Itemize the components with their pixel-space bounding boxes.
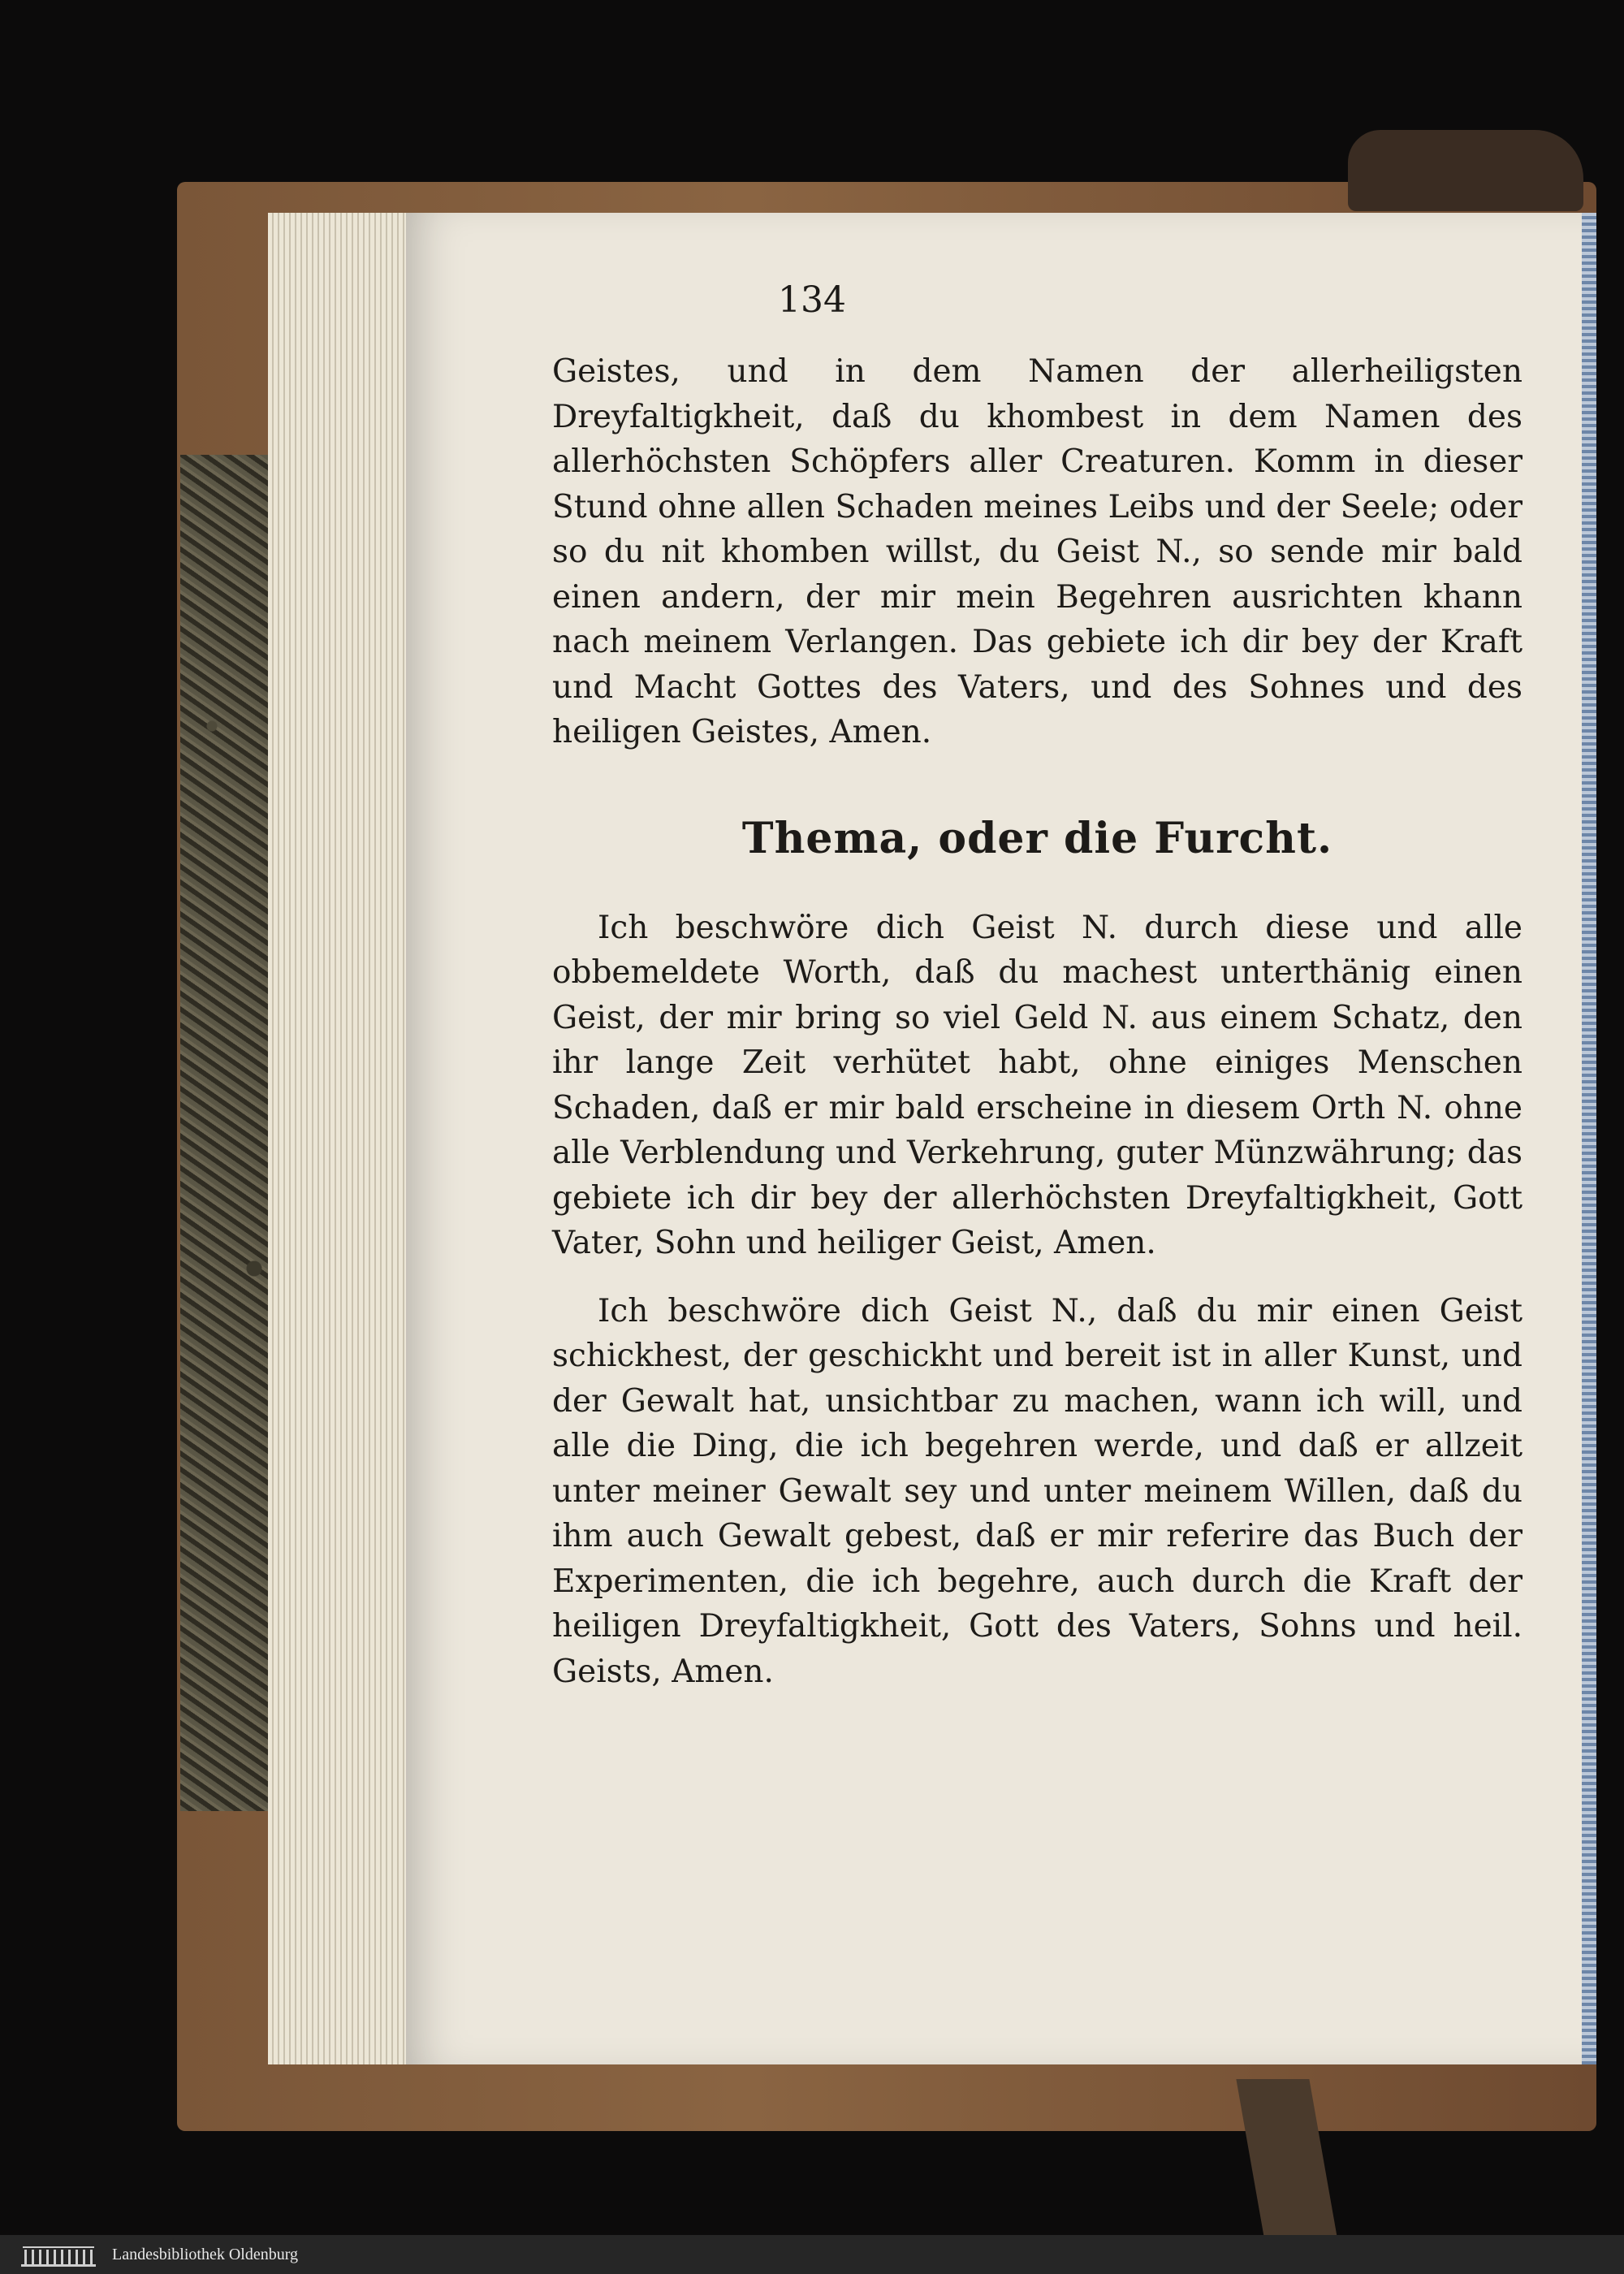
- footer-bar: [0, 2235, 1624, 2274]
- page-text: [552, 349, 1522, 1694]
- library-building-icon: [18, 2242, 99, 2268]
- section-heading: Thema, oder die Furcht.: [741, 813, 1333, 863]
- library-name: Landesbibliothek Oldenburg: [112, 2245, 299, 2263]
- paragraph: Ich beschwöre dich Geist N. durch diese und alle obbemeldete Worth, daß du machest unterthänig einen Geist, der mir bring so viel Geld N. aus einem Schatz, den ihr lange Zeit verhütet habt, ohne einiges Menschen Schaden, daß er mir bald erscheine in diesem Orth N. ohne alle Verblendung und Verkehrung, guter Münzwährung; das gebiete ich dir bey der allerhöchsten Dreyfaltigkheit, Gott Vater, Sohn und heiliger Geist, Amen.: [552, 909, 1522, 1261]
- paragraph-continuation: Geistes, und in dem Namen der allerheiligsten Dreyfaltigkheit, daß du khombest in dem Namen des allerhöchsten Schöpfers aller Creaturen. Komm in dieser Stund ohne allen Schaden meines Leibs und der Seele; oder so du nit khomben willst, du Geist N., so sende mir bald einen andern, der mir mein Begehren ausrichten khann nach meinem Verlangen. Das gebiete ich dir bey der Kraft und Macht Gottes des Vaters, und des Sohnes und des heiligen Geistes, Amen.: [552, 353, 1522, 750]
- paragraph: Ich beschwöre dich Geist N., daß du mir einen Geist schickhest, der geschickht und bereit ist in aller Kunst, und der Gewalt hat, unsichtbar zu machen, wann ich will, und alle die Ding, die ich begehren werde, und daß er allzeit unter meiner Gewalt sey und unter meinem Willen, daß du ihm auch Gewalt gebest, daß er mir referire das Buch der Experimenten, die ich begehre, auch durch die Kraft der heiligen Dreyfaltigkheit, Gott des Vaters, Sohns und heil. Geists, Amen.: [552, 1292, 1522, 1690]
- page-edges: [268, 213, 414, 2064]
- bookmark-ribbon-top: [1348, 130, 1583, 211]
- page-number: 134: [778, 279, 846, 321]
- page-edge-right: [1582, 213, 1596, 2064]
